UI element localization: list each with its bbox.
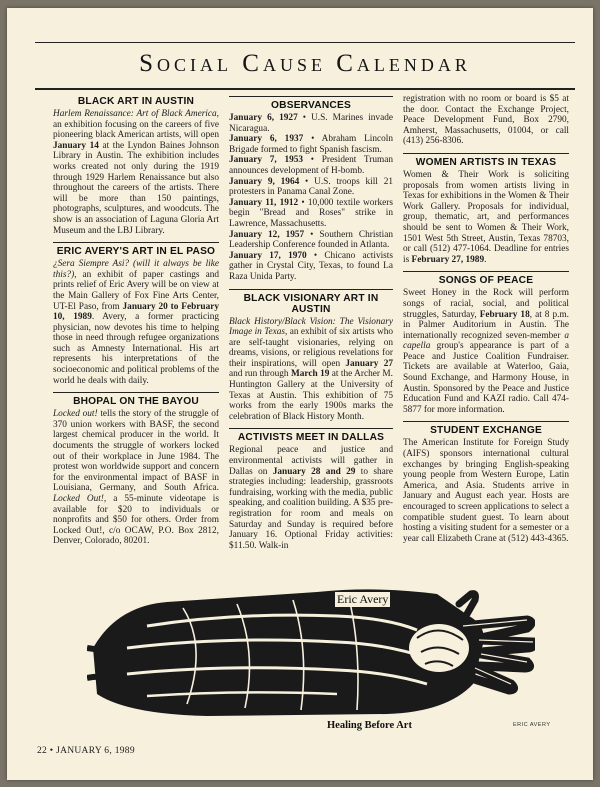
article-body: registration with no room or board is $5 at the door. Contact the Exchange Project, Peace Development Fund, Box 2790, Amherst, Massachusetts, 01004, or call (413) 256-8306. [403,94,569,147]
exhibit-title: Harlem Renaissance: Art of Black America [53,109,217,119]
article-student-exchange [403,421,569,544]
masthead-rule [35,88,575,90]
event-date: February 27, 1989 [411,254,485,265]
article-songs-of-peace [403,271,569,415]
observance-item [229,155,393,176]
article-heading: ACTIVISTS MEET IN DALLAS [229,428,393,443]
body-text: . Avery, a former practicing physician, now devotes his time to helping those in need through refugee organizations such as Amnesty International. His art represents his interpretations of the socioeconomic and political problems of the world he deals with daily. [53,312,219,386]
observance-item [229,113,393,134]
column-1 [53,94,219,553]
article-heading: STUDENT EXCHANGE [403,421,569,436]
article-eric-avery [53,242,219,386]
article-heading: BLACK VISIONARY ART IN AUSTIN [229,289,393,315]
body-text: Regional peace and justice and environmental activists will gather in Dallas on [229,445,393,477]
article-heading: WOMEN ARTISTS IN TEXAS [403,153,569,168]
artist-signature: Eric Avery [337,592,389,606]
article-heading: BLACK ART IN AUSTIN [77,96,195,107]
body-text: , at 8 p.m. in Palmer Auditorium in Austin. The internationally recognized seven-member [403,309,569,341]
woodcut-illustration [87,586,535,721]
observance-text: • U.S. Marines invade Nicaragua. [229,113,393,134]
observance-text: • 10,000 textile workers begin "Bread and Roses" strike in Lawrence, Massachusetts. [229,197,393,229]
body-text: to share strategies including: leadership, grassroots fundraising, working with the media, public speaking, and coalition building. A $35 pre-registration for room and meals on Saturday and Sunday is required before January 16. Optional Friday activities: $11.50. Walk-in [229,466,393,551]
event-date: January 28 and 29 [272,466,356,477]
article-black-visionary-art [229,289,393,423]
body-text: group's appearance is part of a Peace and Justice Coalition Fundraiser. Tickets are available at Waterloo, Gaia, Sound Exchange, and Harmony House, in Austin. Sponsored by the Peace and Justice Education Fund and KAZI radio. Call 474-5877 for more information. [403,341,569,415]
observance-item [229,134,393,155]
article-body: The American Institute for Foreign Study (AIFS) sponsors international cultural exchanges by bringing English-speaking young people from Western Europe, Latin America, and Asia. Students arrive in January and August each year. Hosts are encouraged to screen applications to select a compatible student guest. To learn about hosting a visiting student for a semester or a year call Elizabeth Crane at (512) 443-4365. [403,438,569,544]
observance-text: • President Truman announces development of H-bomb. [229,155,393,176]
top-rule [35,42,575,43]
observance-date: January 7, 1953 [229,155,304,166]
body-text: , an exhibit of paper castings and prints relief of Eric Avery will be on view at the Main Gallery of Fox Fine Arts Center, UT-El Paso, from [53,269,219,312]
article-black-art-austin [53,96,219,236]
article-body [229,317,393,423]
body-text: , a 55-minute videotape is available for $20 to individuals or nonprofits and $50 for others. Order from Locked Out!, c/o OCAW, P.O. Box 2812, Denver, Colorado, 80201. [53,494,219,547]
article-body [229,445,393,551]
observance-item [229,198,393,230]
exhibit-title: Black History/Black Vision: The Visionary Image in Texas [229,316,393,338]
observance-text: • Southern Christian Leadership Conference founded in Atlanta. [229,229,393,251]
masthead-title: Social Cause Calendar [139,50,471,77]
body-text: , an exhibit of six artists who are self-taught visionaries, relying on dreams, visions, or religious revelations for their inspirations, will open [229,327,393,369]
article-heading: SONGS OF PEACE [403,271,569,286]
article-heading: OBSERVANCES [229,96,393,111]
video-title: Locked out! [53,409,98,420]
body-text: Sweet Honey in the Rock will perform songs of racial, social, and political struggles, Saturday, [403,288,569,320]
article-activists-dallas [229,428,393,551]
page-footer: 22 • JANUARY 6, 1989 [37,746,135,756]
magazine-page [7,8,593,780]
observance-item [229,230,393,251]
article-bhopal-bayou [53,392,219,547]
event-date: January 20 to February 10, 1989 [53,301,219,323]
body-text: , an exhibition focusing on the careers of five pioneering black American artists, will open [53,109,219,141]
article-body [53,109,219,236]
event-date: January 14 [53,140,99,151]
video-title: Locked Out! [53,494,104,504]
observance-date: January 17, 1970 [229,250,307,261]
artwork-caption: Healing Before Art [327,720,412,731]
italic-term: a capella [403,330,569,352]
body-text: Women & Their Work is soliciting proposals from women artists living in Texas for exhibitions in the Women & Their Work Gallery. Proposals for individual, group, thematic, art, and performances should be sent to Women & Their Work, 1501 West 5th Street, Austin, Texas 78703, or call (512) 477-1064. Deadline for entries is [403,169,569,265]
artwork-credit: ERIC AVERY [513,722,551,728]
observance-date: January 6, 1937 [229,134,304,145]
article-continued [403,94,569,147]
observance-text: • Abraham Lincoln Brigade formed to fight Spanish fascism. [229,134,393,155]
body-text: tells the story of the struggle of 370 union workers with BASF, the second largest chemical producer in the world. It documents the struggle of workers locked out of their workplace in June 1984. The protest won worldwide support and concern for the environmental impact of BASF in Louisiana, Germany, and South Africa. [53,409,220,494]
observance-text: • Chicano activists gather in Crystal City, Texas, to found La Raza Unida Party. [229,250,393,282]
observance-item [229,251,393,283]
article-body [53,259,219,386]
body-text: at the Lyndon Baines Johnson Library in Austin. The exhibition includes works created not only during the 1919 through 1929 Harlem Renaissance but also throughout the careers of the artists. There will be more than 150 paintings, photographs, sculptures, and woodcuts. The show is an association of Laguna Gloria Art Museum and the LBJ Library. [53,140,219,236]
exhibit-title: ¿Sera Siempre Asi? (will it always be like this?) [53,259,219,280]
observance-date: January 9, 1964 [229,176,300,187]
article-heading: ERIC AVERY'S ART IN EL PASO [53,242,219,257]
observance-date: January 6, 1927 [229,113,298,123]
observance-text: • U.S. troops kill 21 protesters in Panama Canal Zone. [229,176,393,198]
event-date: March 19 [290,369,330,380]
body-text: . [484,254,487,265]
observance-date: January 11, 1912 [229,197,299,208]
observance-item [229,177,393,198]
article-body [403,288,569,415]
column-3 [403,94,569,550]
article-body [403,170,569,265]
article-women-artists [403,153,569,265]
event-date: January 27 [345,358,394,369]
article-observances [229,96,393,283]
observance-date: January 12, 1957 [229,229,305,240]
article-heading: BHOPAL ON THE BAYOU [53,392,219,407]
event-date: February 18 [479,309,530,320]
column-2 [229,94,393,557]
article-body [53,409,219,547]
body-text: and run through [229,369,291,380]
body-text: at the Archer M. Huntington Gallery at the University of Texas at Austin. This exhibition of 75 works from the early 1900s marks the celebration of Black History Month. [229,369,393,422]
